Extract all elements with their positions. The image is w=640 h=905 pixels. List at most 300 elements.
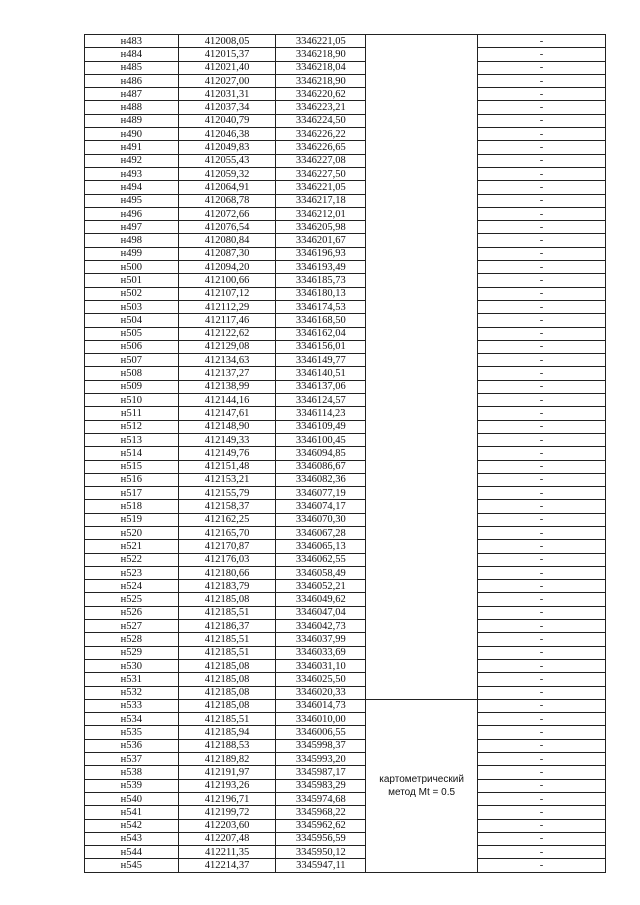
table-row <box>85 181 606 194</box>
point-id-cell: н499 <box>85 247 179 260</box>
x-coordinate-cell: 412211,35 <box>178 846 276 859</box>
x-coordinate-cell: 412031,31 <box>178 88 276 101</box>
point-id-cell: н495 <box>85 194 179 207</box>
point-id-cell: н522 <box>85 553 179 566</box>
point-id-cell: н501 <box>85 274 179 287</box>
y-coordinate-cell: 3346227,50 <box>276 167 366 180</box>
point-id-cell: н494 <box>85 181 179 194</box>
table-row <box>85 846 606 859</box>
tolerance-cell: - <box>478 460 606 473</box>
table-row <box>85 806 606 819</box>
y-coordinate-cell: 3346217,18 <box>276 194 366 207</box>
y-coordinate-cell: 3346218,04 <box>276 61 366 74</box>
y-coordinate-cell: 3345983,29 <box>276 779 366 792</box>
y-coordinate-cell: 3346227,08 <box>276 154 366 167</box>
x-coordinate-cell: 412199,72 <box>178 806 276 819</box>
table-row <box>85 686 606 699</box>
point-id-cell: н534 <box>85 713 179 726</box>
table-row <box>85 659 606 672</box>
point-id-cell: н526 <box>85 606 179 619</box>
tolerance-cell: - <box>478 141 606 154</box>
x-coordinate-cell: 412155,79 <box>178 487 276 500</box>
table-row <box>85 314 606 327</box>
x-coordinate-cell: 412170,87 <box>178 540 276 553</box>
tolerance-cell: - <box>478 713 606 726</box>
y-coordinate-cell: 3346010,00 <box>276 713 366 726</box>
y-coordinate-cell: 3346037,99 <box>276 633 366 646</box>
table-row <box>85 566 606 579</box>
tolerance-cell: - <box>478 553 606 566</box>
y-coordinate-cell: 3346052,21 <box>276 580 366 593</box>
x-coordinate-cell: 412037,34 <box>178 101 276 114</box>
table-row <box>85 274 606 287</box>
point-id-cell: н486 <box>85 74 179 87</box>
method-cell <box>366 699 478 872</box>
table-row <box>85 48 606 61</box>
point-id-cell: н488 <box>85 101 179 114</box>
x-coordinate-cell: 412185,08 <box>178 673 276 686</box>
y-coordinate-cell: 3346020,33 <box>276 686 366 699</box>
point-id-cell: н504 <box>85 314 179 327</box>
table-row <box>85 194 606 207</box>
tolerance-cell: - <box>478 620 606 633</box>
point-id-cell: н537 <box>85 753 179 766</box>
tolerance-cell: - <box>478 300 606 313</box>
x-coordinate-cell: 412185,94 <box>178 726 276 739</box>
x-coordinate-cell: 412008,05 <box>178 35 276 48</box>
point-id-cell: н527 <box>85 620 179 633</box>
x-coordinate-cell: 412117,46 <box>178 314 276 327</box>
x-coordinate-cell: 412027,00 <box>178 74 276 87</box>
point-id-cell: н524 <box>85 580 179 593</box>
table-row <box>85 261 606 274</box>
tolerance-cell: - <box>478 726 606 739</box>
point-id-cell: н507 <box>85 354 179 367</box>
tolerance-cell: - <box>478 167 606 180</box>
point-id-cell: н510 <box>85 394 179 407</box>
point-id-cell: н509 <box>85 380 179 393</box>
table-row <box>85 380 606 393</box>
point-id-cell: н518 <box>85 500 179 513</box>
table-row <box>85 792 606 805</box>
method-note: картометрический метод Mt = 0.5 <box>379 773 464 798</box>
y-coordinate-cell: 3345974,68 <box>276 792 366 805</box>
x-coordinate-cell: 412185,08 <box>178 593 276 606</box>
point-id-cell: н543 <box>85 832 179 845</box>
y-coordinate-cell: 3345998,37 <box>276 739 366 752</box>
y-coordinate-cell: 3346042,73 <box>276 620 366 633</box>
x-coordinate-cell: 412191,97 <box>178 766 276 779</box>
x-coordinate-cell: 412185,08 <box>178 699 276 712</box>
x-coordinate-cell: 412040,79 <box>178 114 276 127</box>
point-id-cell: н535 <box>85 726 179 739</box>
y-coordinate-cell: 3346201,67 <box>276 234 366 247</box>
point-id-cell: н483 <box>85 35 179 48</box>
table-row <box>85 447 606 460</box>
tolerance-cell: - <box>478 340 606 353</box>
tolerance-cell: - <box>478 181 606 194</box>
y-coordinate-cell: 3346218,90 <box>276 48 366 61</box>
table-row <box>85 207 606 220</box>
x-coordinate-cell: 412049,83 <box>178 141 276 154</box>
x-coordinate-cell: 412203,60 <box>178 819 276 832</box>
table-row <box>85 819 606 832</box>
coordinates-table <box>84 34 606 873</box>
tolerance-cell: - <box>478 207 606 220</box>
x-coordinate-cell: 412153,21 <box>178 473 276 486</box>
tolerance-cell: - <box>478 447 606 460</box>
point-id-cell: н492 <box>85 154 179 167</box>
y-coordinate-cell: 3346162,04 <box>276 327 366 340</box>
tolerance-cell: - <box>478 101 606 114</box>
table-row <box>85 753 606 766</box>
table-row <box>85 540 606 553</box>
point-id-cell: н523 <box>85 566 179 579</box>
table-row <box>85 832 606 845</box>
x-coordinate-cell: 412185,08 <box>178 659 276 672</box>
y-coordinate-cell: 3346100,45 <box>276 433 366 446</box>
table-row <box>85 460 606 473</box>
tolerance-cell: - <box>478 779 606 792</box>
table-row <box>85 593 606 606</box>
point-id-cell: н491 <box>85 141 179 154</box>
tolerance-cell: - <box>478 114 606 127</box>
point-id-cell: н538 <box>85 766 179 779</box>
y-coordinate-cell: 3346033,69 <box>276 646 366 659</box>
tolerance-cell: - <box>478 194 606 207</box>
x-coordinate-cell: 412162,25 <box>178 513 276 526</box>
x-coordinate-cell: 412147,61 <box>178 407 276 420</box>
y-coordinate-cell: 3346218,90 <box>276 74 366 87</box>
x-coordinate-cell: 412112,29 <box>178 300 276 313</box>
point-id-cell: н541 <box>85 806 179 819</box>
y-coordinate-cell: 3346212,01 <box>276 207 366 220</box>
y-coordinate-cell: 3346226,22 <box>276 128 366 141</box>
y-coordinate-cell: 3346223,21 <box>276 101 366 114</box>
y-coordinate-cell: 3346221,05 <box>276 181 366 194</box>
table-row <box>85 433 606 446</box>
y-coordinate-cell: 3346031,10 <box>276 659 366 672</box>
y-coordinate-cell: 3346221,05 <box>276 35 366 48</box>
tolerance-cell: - <box>478 766 606 779</box>
tolerance-cell: - <box>478 633 606 646</box>
tolerance-cell: - <box>478 48 606 61</box>
tolerance-cell: - <box>478 540 606 553</box>
tolerance-cell: - <box>478 61 606 74</box>
y-coordinate-cell: 3346220,62 <box>276 88 366 101</box>
table-row <box>85 739 606 752</box>
y-coordinate-cell: 3346180,13 <box>276 287 366 300</box>
point-id-cell: н529 <box>85 646 179 659</box>
point-id-cell: н489 <box>85 114 179 127</box>
y-coordinate-cell: 3346058,49 <box>276 566 366 579</box>
table-row <box>85 300 606 313</box>
table-row <box>85 154 606 167</box>
y-coordinate-cell: 3346006,55 <box>276 726 366 739</box>
y-coordinate-cell: 3346049,62 <box>276 593 366 606</box>
point-id-cell: н490 <box>85 128 179 141</box>
y-coordinate-cell: 3346062,55 <box>276 553 366 566</box>
y-coordinate-cell: 3346205,98 <box>276 221 366 234</box>
x-coordinate-cell: 412087,30 <box>178 247 276 260</box>
y-coordinate-cell: 3346196,93 <box>276 247 366 260</box>
x-coordinate-cell: 412055,43 <box>178 154 276 167</box>
point-id-cell: н512 <box>85 420 179 433</box>
x-coordinate-cell: 412185,51 <box>178 713 276 726</box>
x-coordinate-cell: 412107,12 <box>178 287 276 300</box>
tolerance-cell: - <box>478 859 606 872</box>
x-coordinate-cell: 412165,70 <box>178 526 276 539</box>
x-coordinate-cell: 412185,51 <box>178 646 276 659</box>
point-id-cell: н513 <box>85 433 179 446</box>
x-coordinate-cell: 412059,32 <box>178 167 276 180</box>
table-row <box>85 340 606 353</box>
x-coordinate-cell: 412189,82 <box>178 753 276 766</box>
table-row <box>85 88 606 101</box>
y-coordinate-cell: 3346014,73 <box>276 699 366 712</box>
table-row <box>85 766 606 779</box>
point-id-cell: н505 <box>85 327 179 340</box>
tolerance-cell: - <box>478 753 606 766</box>
table-row <box>85 500 606 513</box>
y-coordinate-cell: 3346065,13 <box>276 540 366 553</box>
tolerance-cell: - <box>478 234 606 247</box>
y-coordinate-cell: 3345950,12 <box>276 846 366 859</box>
tolerance-cell: - <box>478 593 606 606</box>
y-coordinate-cell: 3346137,06 <box>276 380 366 393</box>
y-coordinate-cell: 3346077,19 <box>276 487 366 500</box>
tolerance-cell: - <box>478 513 606 526</box>
table-row <box>85 114 606 127</box>
table-row <box>85 394 606 407</box>
x-coordinate-cell: 412185,51 <box>178 606 276 619</box>
tolerance-cell: - <box>478 433 606 446</box>
tolerance-cell: - <box>478 487 606 500</box>
y-coordinate-cell: 3346226,65 <box>276 141 366 154</box>
tolerance-cell: - <box>478 367 606 380</box>
point-id-cell: н506 <box>85 340 179 353</box>
y-coordinate-cell: 3346149,77 <box>276 354 366 367</box>
tolerance-cell: - <box>478 394 606 407</box>
tolerance-cell: - <box>478 247 606 260</box>
x-coordinate-cell: 412072,66 <box>178 207 276 220</box>
y-coordinate-cell: 3346070,30 <box>276 513 366 526</box>
tolerance-cell: - <box>478 566 606 579</box>
y-coordinate-cell: 3346074,17 <box>276 500 366 513</box>
x-coordinate-cell: 412214,37 <box>178 859 276 872</box>
table-row <box>85 580 606 593</box>
tolerance-cell: - <box>478 314 606 327</box>
point-id-cell: н521 <box>85 540 179 553</box>
table-row <box>85 513 606 526</box>
x-coordinate-cell: 412207,48 <box>178 832 276 845</box>
point-id-cell: н531 <box>85 673 179 686</box>
table-row <box>85 633 606 646</box>
table-row <box>85 247 606 260</box>
table-row <box>85 859 606 872</box>
x-coordinate-cell: 412183,79 <box>178 580 276 593</box>
x-coordinate-cell: 412021,40 <box>178 61 276 74</box>
y-coordinate-cell: 3345947,11 <box>276 859 366 872</box>
y-coordinate-cell: 3346124,57 <box>276 394 366 407</box>
y-coordinate-cell: 3346109,49 <box>276 420 366 433</box>
point-id-cell: н484 <box>85 48 179 61</box>
table-row <box>85 101 606 114</box>
point-id-cell: н525 <box>85 593 179 606</box>
point-id-cell: н496 <box>85 207 179 220</box>
tolerance-cell: - <box>478 420 606 433</box>
point-id-cell: н497 <box>85 221 179 234</box>
x-coordinate-cell: 412149,76 <box>178 447 276 460</box>
table-row <box>85 553 606 566</box>
tolerance-cell: - <box>478 699 606 712</box>
table-row <box>85 713 606 726</box>
tolerance-cell: - <box>478 74 606 87</box>
tolerance-cell: - <box>478 154 606 167</box>
tolerance-cell: - <box>478 287 606 300</box>
point-id-cell: н536 <box>85 739 179 752</box>
tolerance-cell: - <box>478 819 606 832</box>
x-coordinate-cell: 412158,37 <box>178 500 276 513</box>
point-id-cell: н515 <box>85 460 179 473</box>
x-coordinate-cell: 412046,38 <box>178 128 276 141</box>
tolerance-cell: - <box>478 35 606 48</box>
tolerance-cell: - <box>478 739 606 752</box>
tolerance-cell: - <box>478 327 606 340</box>
table-row <box>85 354 606 367</box>
tolerance-cell: - <box>478 606 606 619</box>
point-id-cell: н530 <box>85 659 179 672</box>
table-row <box>85 327 606 340</box>
point-id-cell: н540 <box>85 792 179 805</box>
x-coordinate-cell: 412094,20 <box>178 261 276 274</box>
tolerance-cell: - <box>478 88 606 101</box>
tolerance-cell: - <box>478 846 606 859</box>
point-id-cell: н503 <box>85 300 179 313</box>
table-row <box>85 141 606 154</box>
table-row <box>85 620 606 633</box>
y-coordinate-cell: 3346156,01 <box>276 340 366 353</box>
table-row <box>85 407 606 420</box>
tolerance-cell: - <box>478 673 606 686</box>
y-coordinate-cell: 3346174,53 <box>276 300 366 313</box>
table-row <box>85 420 606 433</box>
method-cell-empty <box>366 35 478 700</box>
table-row <box>85 128 606 141</box>
x-coordinate-cell: 412100,66 <box>178 274 276 287</box>
point-id-cell: н528 <box>85 633 179 646</box>
x-coordinate-cell: 412176,03 <box>178 553 276 566</box>
point-id-cell: н508 <box>85 367 179 380</box>
tolerance-cell: - <box>478 580 606 593</box>
x-coordinate-cell: 412185,08 <box>178 686 276 699</box>
tolerance-cell: - <box>478 526 606 539</box>
y-coordinate-cell: 3346114,23 <box>276 407 366 420</box>
y-coordinate-cell: 3345968,22 <box>276 806 366 819</box>
x-coordinate-cell: 412064,91 <box>178 181 276 194</box>
tolerance-cell: - <box>478 792 606 805</box>
table-row <box>85 74 606 87</box>
x-coordinate-cell: 412180,66 <box>178 566 276 579</box>
table-row <box>85 673 606 686</box>
tolerance-cell: - <box>478 380 606 393</box>
point-id-cell: н502 <box>85 287 179 300</box>
y-coordinate-cell: 3346094,85 <box>276 447 366 460</box>
x-coordinate-cell: 412129,08 <box>178 340 276 353</box>
x-coordinate-cell: 412149,33 <box>178 433 276 446</box>
y-coordinate-cell: 3346047,04 <box>276 606 366 619</box>
x-coordinate-cell: 412148,90 <box>178 420 276 433</box>
point-id-cell: н533 <box>85 699 179 712</box>
point-id-cell: н532 <box>85 686 179 699</box>
table-body <box>85 35 606 873</box>
tolerance-cell: - <box>478 832 606 845</box>
tolerance-cell: - <box>478 221 606 234</box>
y-coordinate-cell: 3346224,50 <box>276 114 366 127</box>
point-id-cell: н544 <box>85 846 179 859</box>
y-coordinate-cell: 3346168,50 <box>276 314 366 327</box>
table-row <box>85 367 606 380</box>
table-row <box>85 287 606 300</box>
table-row <box>85 726 606 739</box>
point-id-cell: н516 <box>85 473 179 486</box>
y-coordinate-cell: 3345987,17 <box>276 766 366 779</box>
table-row <box>85 167 606 180</box>
table-row <box>85 35 606 48</box>
table-row <box>85 526 606 539</box>
tolerance-cell: - <box>478 659 606 672</box>
x-coordinate-cell: 412196,71 <box>178 792 276 805</box>
y-coordinate-cell: 3346140,51 <box>276 367 366 380</box>
tolerance-cell: - <box>478 354 606 367</box>
x-coordinate-cell: 412076,54 <box>178 221 276 234</box>
x-coordinate-cell: 412185,51 <box>178 633 276 646</box>
point-id-cell: н514 <box>85 447 179 460</box>
y-coordinate-cell: 3345993,20 <box>276 753 366 766</box>
table-row <box>85 61 606 74</box>
point-id-cell: н500 <box>85 261 179 274</box>
tolerance-cell: - <box>478 806 606 819</box>
tolerance-cell: - <box>478 473 606 486</box>
tolerance-cell: - <box>478 407 606 420</box>
table-row <box>85 487 606 500</box>
point-id-cell: н498 <box>85 234 179 247</box>
y-coordinate-cell: 3346082,36 <box>276 473 366 486</box>
y-coordinate-cell: 3345962,62 <box>276 819 366 832</box>
tolerance-cell: - <box>478 128 606 141</box>
x-coordinate-cell: 412193,26 <box>178 779 276 792</box>
tolerance-cell: - <box>478 500 606 513</box>
tolerance-cell: - <box>478 646 606 659</box>
table-row <box>85 234 606 247</box>
point-id-cell: н493 <box>85 167 179 180</box>
point-id-cell: н520 <box>85 526 179 539</box>
table-row <box>85 646 606 659</box>
x-coordinate-cell: 412188,53 <box>178 739 276 752</box>
table-row <box>85 779 606 792</box>
point-id-cell: н487 <box>85 88 179 101</box>
table-row <box>85 473 606 486</box>
x-coordinate-cell: 412137,27 <box>178 367 276 380</box>
x-coordinate-cell: 412186,37 <box>178 620 276 633</box>
tolerance-cell: - <box>478 274 606 287</box>
y-coordinate-cell: 3346086,67 <box>276 460 366 473</box>
table-row <box>85 221 606 234</box>
y-coordinate-cell: 3346185,73 <box>276 274 366 287</box>
y-coordinate-cell: 3345956,59 <box>276 832 366 845</box>
x-coordinate-cell: 412068,78 <box>178 194 276 207</box>
point-id-cell: н539 <box>85 779 179 792</box>
